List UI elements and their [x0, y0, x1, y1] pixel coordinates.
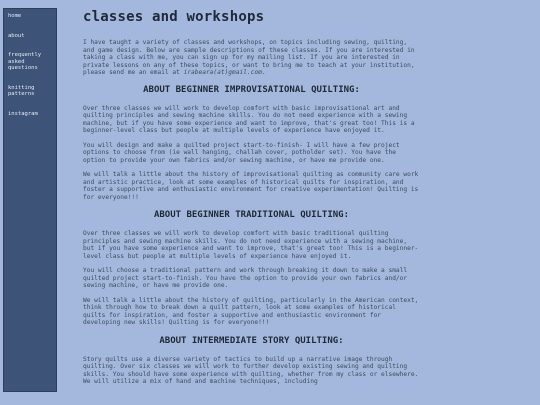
improv-paragraph-1: Over three classes we will work to develop comfort with basic improvisational art and quilting principles and sewing machine skills. You do not need experience with a sewing machine, but if you have some experience and want to improve, that's great too! This is a beginner-level class but people at multiple levels of experience have enjoyed it.	[83, 104, 415, 134]
main-content	[83, 8, 420, 386]
intro-paragraph	[83, 39, 420, 77]
intro-text: I have taught a variety of classes and workshops, on topics including sewing, quilting, and game design. Below are sample descriptions of these classes. If you are interested in taking a class with me, you can sign up for my mailing list. If you are interested in private lessons on any of these topics, or want to bring me to teach at your institution, please send me an email at	[83, 39, 415, 76]
page-title: classes and workshops	[83, 9, 265, 25]
section-heading-traditional: ABOUT BEGINNER TRADITIONAL QUILTING:	[153, 210, 350, 220]
email-address: irabeara(at)gmail.com	[183, 69, 262, 76]
improv-paragraph-2: You will design and make a quilted project start-to-finish- I will have a few project options to choose from (ie wall hanging, challah cover, potholder set). You have the option to provide your own fabrics and/or sewing machine, or have me provide one.	[83, 141, 400, 164]
traditional-paragraph-1: Over three classes we will work to develop comfort with basic traditional quilting principles and sewing machine skills. You do not need experience with a sewing machine, but if you have some experience and want to improve, that's great too! This is a beginner-level class but people at multiple levels of experience have enjoyed it.	[83, 230, 419, 260]
sidebar-item-home[interactable]: home	[8, 13, 22, 19]
sidebar-item-faq[interactable]: frequently asked questions	[8, 52, 42, 71]
sidebar-item-instagram[interactable]: instagram	[8, 110, 38, 117]
section-heading-improv: ABOUT BEGINNER IMPROVISATIONAL QUILTING:	[143, 84, 360, 95]
sidebar	[3, 8, 57, 392]
story-paragraph-1: Story quilts use a diverse variety of tactics to build up a narrative image through quilting. Over six classes we will work to further develop existing sewing and quilting skills. You should have some experience with quilting, whether from my class or elsewhere. We will utilize a mix of hand and machine techniques, including	[83, 355, 419, 385]
sidebar-item-knitting-patterns[interactable]: knitting patterns	[8, 84, 35, 97]
traditional-paragraph-2: You will choose a traditional pattern and work through breaking it down to make a small quilted project start-to-finish. You have the option to provide your own fabrics and/or sewing machine, or have me provide one.	[83, 267, 408, 289]
sidebar-item-about[interactable]: about	[8, 32, 25, 39]
intro-text-end: .	[261, 69, 266, 76]
improv-paragraph-3: We will talk a little about the history of improvisational quilting as community care work and artistic practice, look at some examples of historical quilts for inspiration, and foster a supportive and enthusiastic environment for creative experimentation! Quilting is for everyone!!!	[83, 171, 419, 201]
traditional-paragraph-3: We will talk a little about the history of quilting, particularly in the American context, think through how to break down a quilt pattern, look at some examples of historical quilts for inspiration, and foster a supportive and enthusiastic environment for developing new skills! Quilting is for everyone!!!	[83, 296, 419, 326]
section-heading-story: ABOUT INTERMEDIATE STORY QUILTING:	[159, 335, 344, 346]
